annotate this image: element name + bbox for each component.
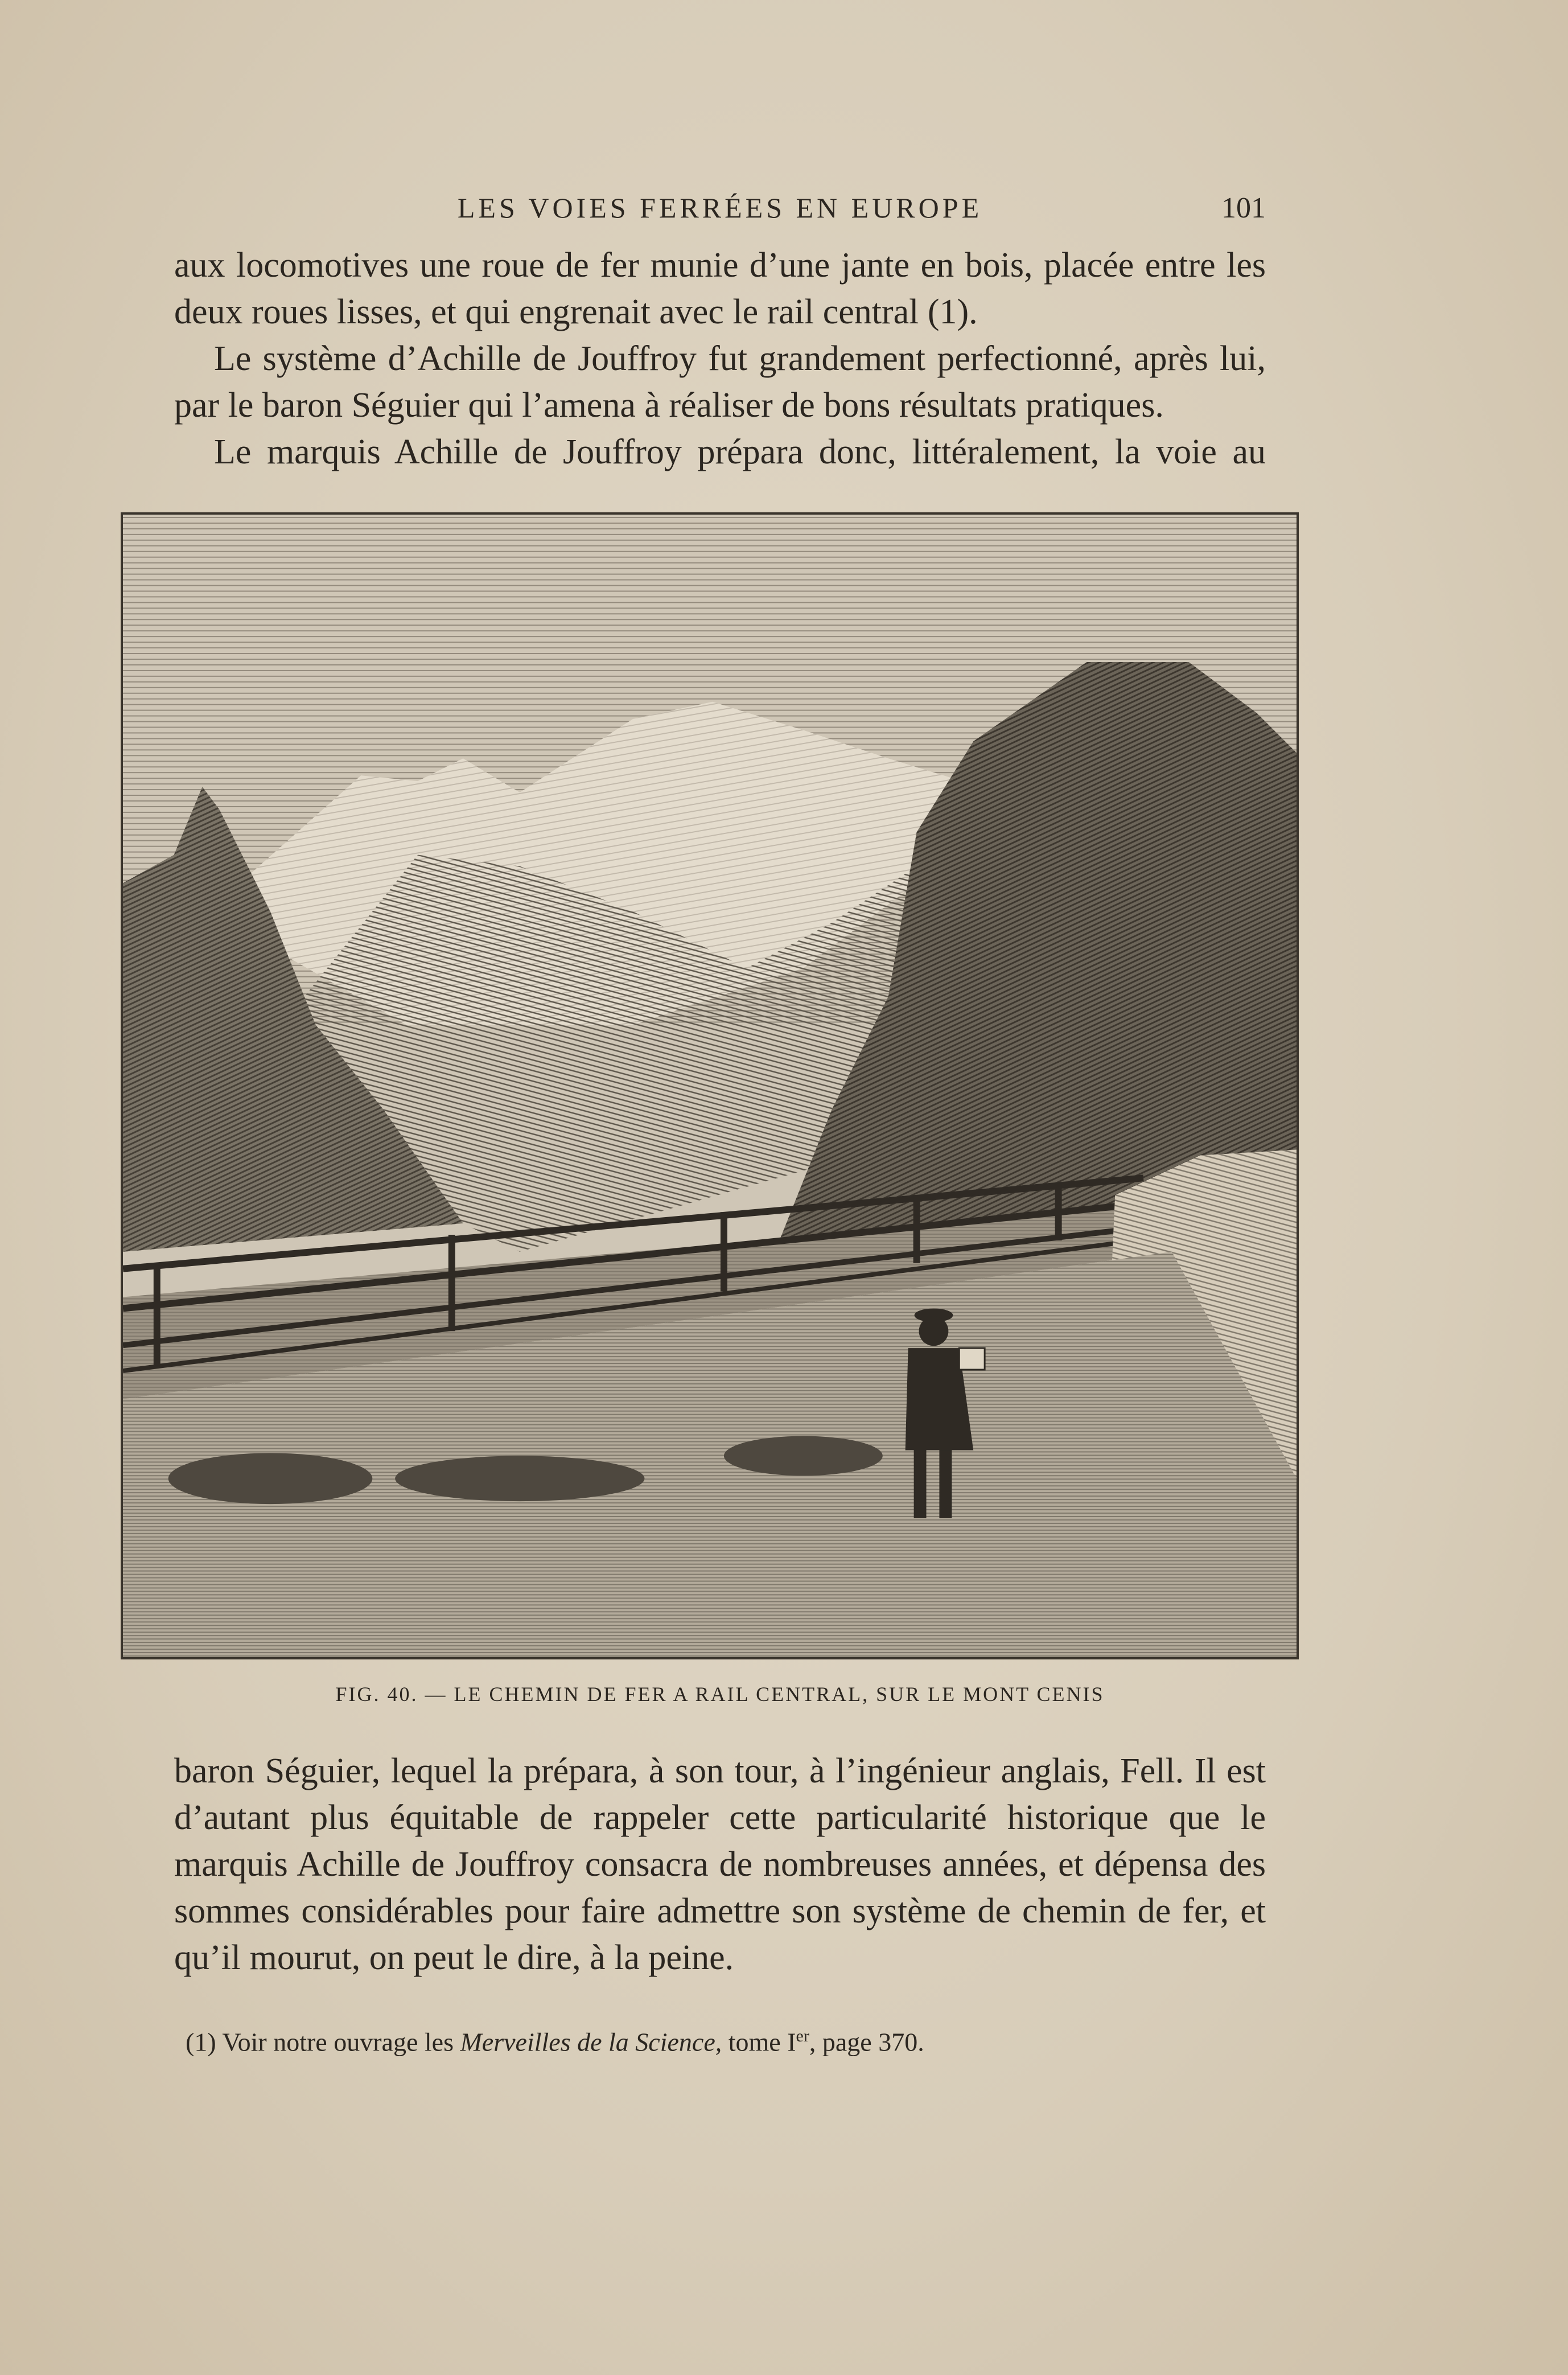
body-text-bottom	[174, 1748, 1266, 1981]
footnote	[186, 2027, 1267, 2057]
engraving-figure	[121, 512, 1299, 1659]
paragraph: aux locomotives une roue de fer munie d’une jante en bois, placée entre les deux roues lisses, et qui engrenait avec le rail central (1).	[174, 246, 1266, 331]
figure-caption: FIG. 40. — LE CHEMIN DE FER A RAIL CENTRAL, SUR LE MONT CENIS	[335, 1683, 1105, 1706]
footnote-volume: tome I	[728, 2027, 796, 2057]
paragraph: Le marquis Achille de Jouffroy prépara donc, littéralement, la voie au	[214, 433, 1266, 471]
footnote-superscript: er	[796, 2027, 809, 2045]
footnote-text: Voir notre ouvrage les	[222, 2027, 454, 2057]
page-number: 101	[1221, 192, 1266, 224]
paragraph: baron Séguier, lequel la prépara, à son tour, à l’ingénieur anglais, Fell. Il est d’autant plus équitable de rappeler cette particularité historique que le marquis Achille de Jouffroy consacra de nombreuses années, et dépensa des sommes considérables pour faire admettre son système de chemin de fer, et qu’il mourut, on peut le dire, à la peine.	[174, 1752, 1266, 1977]
running-title: LES VOIES FERRÉES EN EUROPE	[457, 192, 983, 224]
running-head	[174, 188, 1266, 228]
body-text-top	[174, 242, 1266, 475]
engraving-illustration	[123, 515, 1297, 1657]
paragraph: Le système d’Achille de Jouffroy fut grandement perfectionné, après lui, par le baron Séguier qui l’amena à réaliser de bons résultats pratiques.	[174, 339, 1266, 425]
footnote-marker: (1)	[186, 2027, 216, 2057]
footnote-title: Merveilles de la Science,	[460, 2027, 722, 2057]
footnote-page: , page 370.	[809, 2027, 924, 2057]
